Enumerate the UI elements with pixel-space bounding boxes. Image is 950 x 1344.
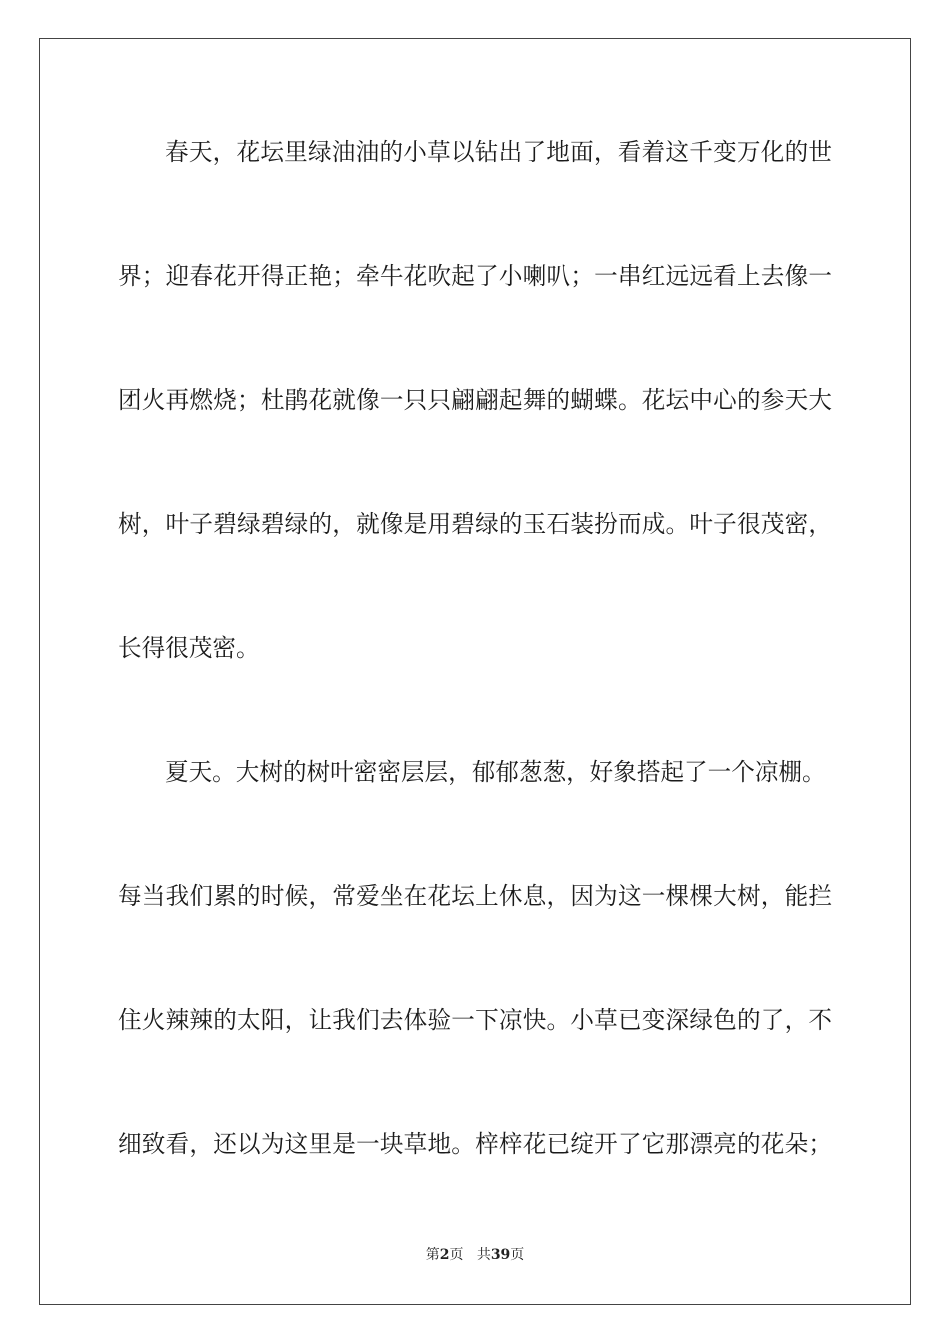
paragraph-2-line-2: 每当我们累的时候，常爱坐在花坛上休息，因为这一棵棵大树，能拦 bbox=[118, 882, 832, 910]
page-prefix: 第 bbox=[425, 1247, 440, 1263]
paragraph-1-line-2: 界；迎春花开得正艳；牵牛花吹起了小喇叭；一串红远远看上去像一 bbox=[118, 262, 832, 290]
paragraph-2-line-4: 细致看，还以为这里是一块草地。梓梓花已绽开了它那漂亮的花朵； bbox=[118, 1130, 832, 1158]
paragraph-2-line-1: 夏天。大树的树叶密密层层，郁郁葱葱，好象搭起了一个凉棚。 bbox=[165, 758, 826, 786]
paragraph-2-line-3: 住火辣辣的太阳，让我们去体验一下凉快。小草已变深绿色的了，不 bbox=[118, 1006, 832, 1034]
paragraph-1-line-1: 春天，花坛里绿油油的小草以钻出了地面，看着这千变万化的世 bbox=[165, 138, 832, 166]
paragraph-1-line-3: 团火再燃烧；杜鹃花就像一只只翩翩起舞的蝴蝶。花坛中心的参天大 bbox=[118, 386, 832, 414]
paragraph-1-line-5: 长得很茂密。 bbox=[118, 634, 260, 662]
page-footer bbox=[0, 1246, 950, 1264]
page-border bbox=[39, 38, 911, 1305]
paragraph-1-line-4: 树，叶子碧绿碧绿的，就像是用碧绿的玉石装扮而成。叶子很茂密， bbox=[118, 510, 832, 538]
page-number: 2 bbox=[439, 1247, 450, 1263]
total-suffix: 页 bbox=[510, 1247, 525, 1263]
total-pages: 39 bbox=[490, 1247, 511, 1263]
total-prefix: 共 bbox=[476, 1247, 491, 1263]
page-suffix: 页 bbox=[449, 1247, 464, 1263]
